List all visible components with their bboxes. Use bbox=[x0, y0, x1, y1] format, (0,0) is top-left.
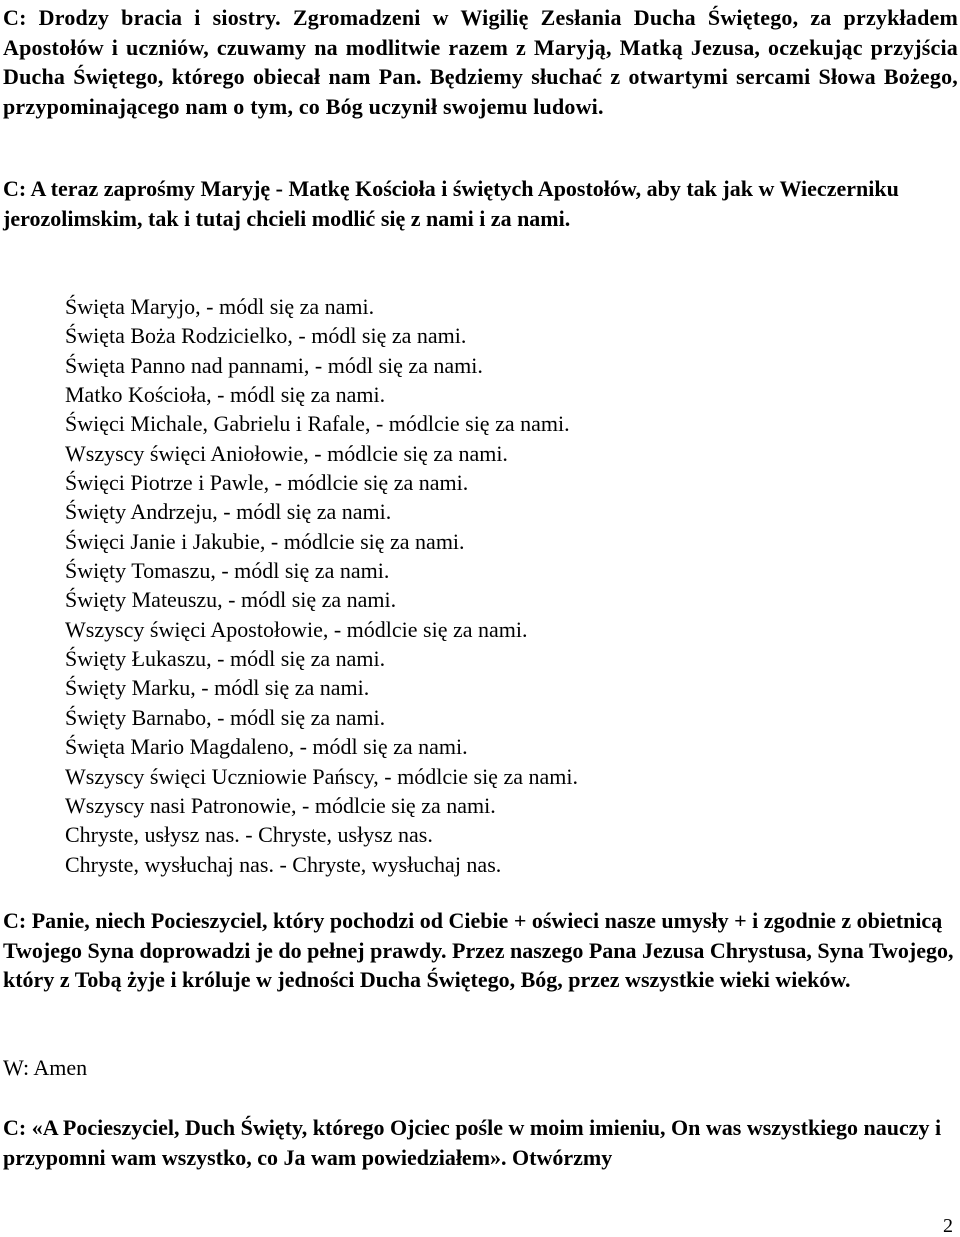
litany-line: Święta Maryjo, - módl się za nami. bbox=[65, 294, 375, 319]
litany-line: Święci Piotrze i Pawle, - módlcie się za nami. bbox=[65, 470, 469, 496]
prayer-paragraph: C: Panie, niech Pocieszyciel, który pochodzi od Ciebie + oświeci nasze umysły + i zgodnie z obietnicą Twojego Syna doprowadzi je do pełnej prawdy. Przez naszego Pana Jezusa Chrystusa, Syna Twojego, który z Tobą żyje i króluje w jedności Ducha Świętego, Bóg, przez wszystkie wieki wieków. bbox=[3, 908, 954, 992]
page-number: 2 bbox=[943, 1215, 953, 1237]
litany-line: Święty Barnabo, - módl się za nami. bbox=[65, 704, 386, 730]
amen-response: W: Amen bbox=[3, 1055, 88, 1080]
closing-paragraph: C: «A Pocieszyciel, Duch Święty, którego Ojciec pośle w moim imieniu, On was wszystkiego nauczy i przypomni wam wszystko, co Ja wam powiedziałem». Otwórzmy bbox=[3, 1115, 942, 1170]
invitation-paragraph: C: A teraz zaprośmy Maryję - Matkę Kościoła i świętych Apostołów, aby tak jak w Wieczerniku jerozolimskim, tak i tutaj chcieli modlić się z nami i za nami. bbox=[3, 176, 899, 231]
litany-line: Święty Marku, - módl się za nami. bbox=[65, 675, 370, 701]
litany-line: Wszyscy święci Aniołowie, - módlcie się za nami. bbox=[65, 440, 508, 466]
litany-line: Święty Andrzeju, - módl się za nami. bbox=[65, 499, 392, 525]
litany-line: Święta Mario Magdaleno, - módl się za nami. bbox=[65, 734, 468, 760]
litany-line: Święta Panno nad pannami, - módl się za nami. bbox=[65, 352, 483, 378]
litany-line: Święta Boża Rodzicielko, - módl się za nami. bbox=[65, 323, 467, 349]
intro-paragraph: C: Drodzy bracia i siostry. Zgromadzeni w Wigilię Zesłania Ducha Świętego, za przykładem Apostołów i uczniów, czuwamy na modlitwie razem z Maryją, Matką Jezusa, oczekując przyjścia Ducha Świętego, którego obiecał nam Pan. Będziemy słuchać z otwartymi sercami Słowa Bożego, przypominającego nam o tym, co Bóg uczynił swojemu ludowi. bbox=[3, 5, 958, 119]
litany-line: Święty Mateuszu, - módl się za nami. bbox=[65, 587, 397, 613]
litany-line: Święci Michale, Gabrielu i Rafale, - módlcie się za nami. bbox=[65, 411, 570, 437]
litany-line: Święci Janie i Jakubie, - módlcie się za nami. bbox=[65, 528, 465, 554]
litany-line: Wszyscy święci Uczniowie Pańscy, - módlcie się za nami. bbox=[65, 763, 578, 789]
litany-line: Wszyscy nasi Patronowie, - módlcie się za nami. bbox=[65, 792, 496, 818]
litany-line: Święty Tomaszu, - módl się za nami. bbox=[65, 558, 390, 584]
litany-line: Matko Kościoła, - módl się za nami. bbox=[65, 382, 386, 408]
litany-list bbox=[65, 292, 578, 879]
litany-line: Wszyscy święci Apostołowie, - módlcie się za nami. bbox=[65, 616, 528, 642]
litany-line: Chryste, usłysz nas. - Chryste, usłysz nas. bbox=[65, 822, 433, 848]
litany-line: Chryste, wysłuchaj nas. - Chryste, wysłuchaj nas. bbox=[65, 851, 502, 877]
litany-line: Święty Łukaszu, - módl się za nami. bbox=[65, 646, 386, 672]
